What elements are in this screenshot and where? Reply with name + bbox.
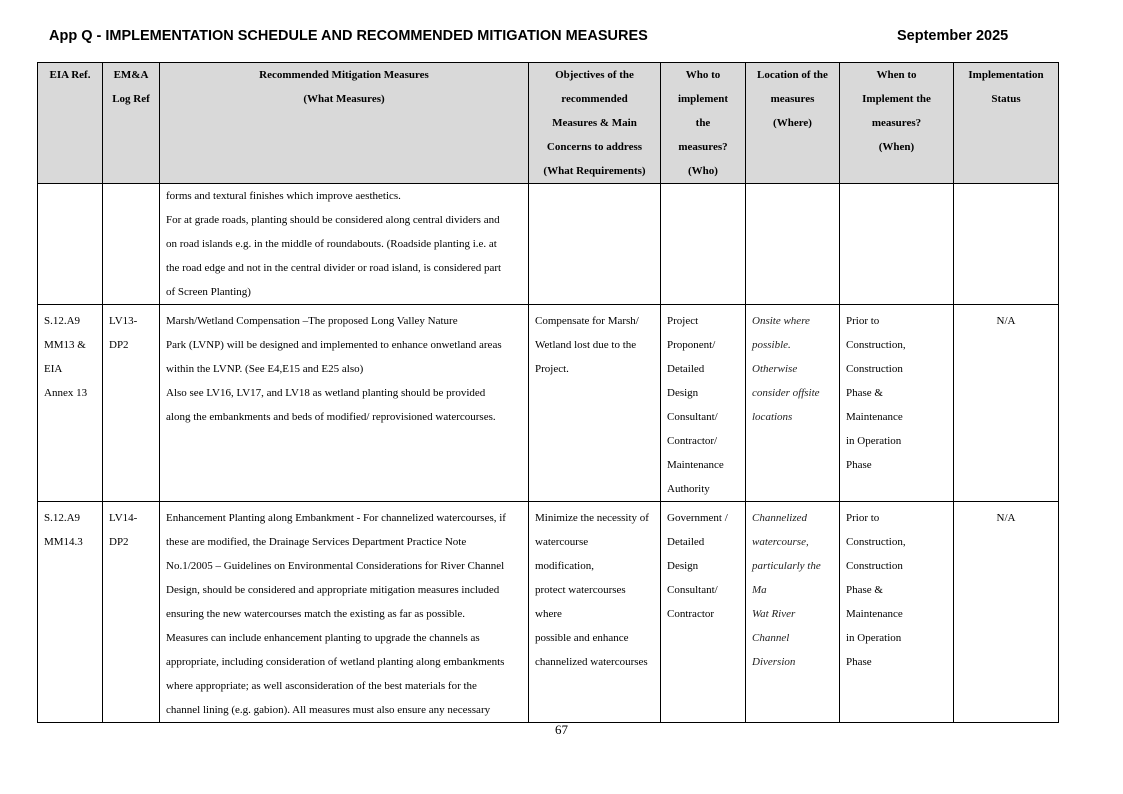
cell-when <box>840 184 954 305</box>
cell-eia-ref: S.12.A9 MM13 & EIA Annex 13 <box>38 305 103 502</box>
col-header-eia-ref: EIA Ref. <box>38 63 103 184</box>
mitigation-measures-table <box>37 62 1059 723</box>
table-row <box>38 502 1059 723</box>
table-header-row <box>38 63 1059 184</box>
cell-where: Channelized watercourse, particularly the Ma Wat River Channel Diversion <box>746 502 840 723</box>
cell-objectives: Minimize the necessity of watercourse modification, protect watercourses where possible and enhance channelized watercourses <box>529 502 661 723</box>
cell-where <box>746 184 840 305</box>
cell-who: Project Proponent/ Detailed Design Consultant/ Contractor/ Maintenance Authority <box>661 305 746 502</box>
col-header-when: When to Implement the measures? (When) <box>840 63 954 184</box>
col-header-where: Location of the measures (Where) <box>746 63 840 184</box>
cell-measures: Enhancement Planting along Embankment - For channelized watercourses, if these are modified, the Drainage Services Department Practice Note No.1/2005 – Guidelines on Environmental Considerations for River Channel Design, should be considered and appropriate mitigation measures included ensuring the new watercourses match the existing as far as possible. Measures can include enhancement planting to upgrade the channels as appropriate, including consideration of wetland planting along embankments where appropriate; as well asconsideration of the best materials for the channel lining (e.g. gabion). All measures must also ensure any necessary <box>160 502 529 723</box>
cell-who: Government / Detailed Design Consultant/ Contractor <box>661 502 746 723</box>
cell-measures: forms and textural finishes which improve aesthetics. For at grade roads, planting should be considered along central dividers and on road islands e.g. in the middle of roundabouts. (Roadside planting i.e. at the road edge and not in the central divider or road island, is considered part of Screen Planting) <box>160 184 529 305</box>
table-row <box>38 305 1059 502</box>
cell-status: N/A <box>954 502 1059 723</box>
cell-eia-ref <box>38 184 103 305</box>
cell-objectives <box>529 184 661 305</box>
cell-log-ref <box>103 184 160 305</box>
cell-when: Prior to Construction, Construction Phase & Maintenance in Operation Phase <box>840 305 954 502</box>
cell-who <box>661 184 746 305</box>
cell-eia-ref: S.12.A9 MM14.3 <box>38 502 103 723</box>
col-header-log-ref: EM&A Log Ref <box>103 63 160 184</box>
col-header-status: Implementation Status <box>954 63 1059 184</box>
document-title: App Q - IMPLEMENTATION SCHEDULE AND RECOMMENDED MITIGATION MEASURES <box>49 28 648 44</box>
col-header-who: Who to implement the measures? (Who) <box>661 63 746 184</box>
col-header-measures: Recommended Mitigation Measures (What Measures) <box>160 63 529 184</box>
page-number: 67 <box>555 722 568 737</box>
cell-log-ref: LV14- DP2 <box>103 502 160 723</box>
document-date: September 2025 <box>897 28 1009 44</box>
cell-status: N/A <box>954 305 1059 502</box>
cell-log-ref: LV13- DP2 <box>103 305 160 502</box>
cell-when: Prior to Construction, Construction Phase & Maintenance in Operation Phase <box>840 502 954 723</box>
cell-where: Onsite where possible. Otherwise consider offsite locations <box>746 305 840 502</box>
cell-status <box>954 184 1059 305</box>
table-row <box>38 184 1059 305</box>
col-header-objectives: Objectives of the recommended Measures & Main Concerns to address (What Requirements) <box>529 63 661 184</box>
cell-measures: Marsh/Wetland Compensation –The proposed Long Valley Nature Park (LVNP) will be designed and implemented to enhance onwetland areas within the LVNP. (See E4,E15 and E25 also) Also see LV16, LV17, and LV18 as wetland planting should be provided along the embankments and beds of modified/ reprovisioned watercourses. <box>160 305 529 502</box>
cell-objectives: Compensate for Marsh/ Wetland lost due to the Project. <box>529 305 661 502</box>
